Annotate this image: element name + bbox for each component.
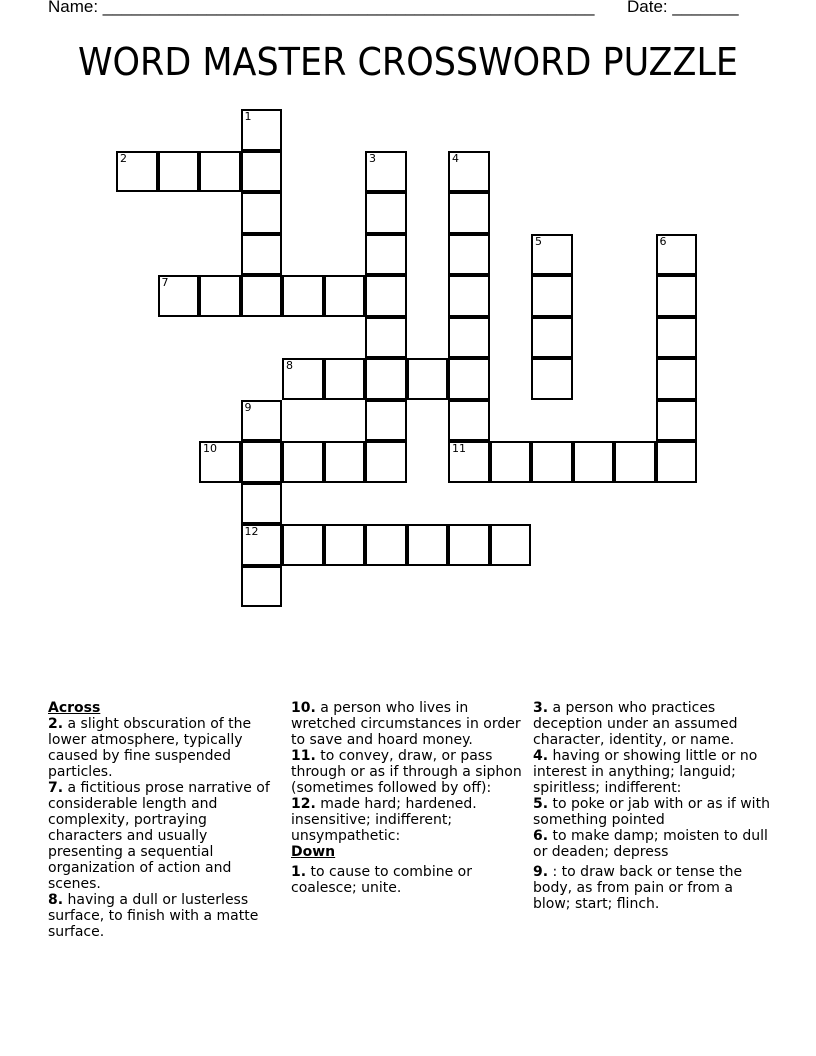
grid-cell[interactable] [531, 234, 573, 276]
grid-cell[interactable] [199, 441, 241, 483]
clue-number-label: 12 [244, 525, 259, 538]
clue-number: 2. [48, 716, 64, 732]
clue-down-4 [533, 748, 773, 796]
clue-text: a person who lives in wretched circumstances in order to save and hoard money. [291, 700, 521, 748]
clue-number-label: 1 [244, 110, 252, 123]
clue-across-8 [48, 892, 283, 940]
grid-cell[interactable] [324, 275, 366, 317]
grid-cell[interactable] [199, 151, 241, 193]
grid-cell[interactable] [365, 151, 407, 193]
clue-text: having or showing little or no interest in anything; languid; spiritless; indifferent: [533, 748, 758, 796]
clue-number: 1. [291, 864, 307, 880]
clue-text: : to draw back or tense the body, as from pain or from a blow; start; flinch. [533, 864, 743, 912]
grid-cell[interactable] [282, 441, 324, 483]
clue-across-10 [291, 700, 526, 748]
grid-cell[interactable] [365, 192, 407, 234]
clue-across-7 [48, 780, 283, 892]
clue-number-label: 6 [659, 234, 667, 248]
grid-cell[interactable] [448, 192, 490, 234]
clue-text: to convey, draw, or pass through or as if through a siphon (sometimes followed by off): [291, 748, 522, 796]
clue-number-label: 7 [161, 276, 169, 289]
grid-cell[interactable] [282, 358, 324, 400]
grid-cell[interactable] [531, 317, 573, 359]
grid-cell[interactable] [158, 275, 200, 317]
page-title: WORD MASTER CROSSWORD PUZZLE [77, 40, 739, 84]
clue-number: 10. [291, 700, 316, 716]
grid-cell[interactable] [241, 151, 283, 193]
clue-number-label: 2 [120, 151, 127, 165]
grid-cell[interactable] [365, 358, 407, 400]
grid-cell[interactable] [656, 400, 698, 442]
clues-column-2 [291, 700, 526, 896]
grid-cell[interactable] [531, 275, 573, 317]
grid-cell[interactable] [241, 275, 283, 317]
grid-cell[interactable] [448, 151, 490, 193]
grid-cell[interactable] [448, 441, 490, 483]
grid-cell[interactable] [656, 317, 698, 359]
clue-number: 11. [291, 748, 316, 764]
grid-cell[interactable] [365, 317, 407, 359]
clue-text: to cause to combine or coalesce; unite. [291, 864, 472, 896]
clue-number-label: 4 [452, 151, 459, 165]
clue-number: 5. [533, 796, 549, 812]
grid-cell[interactable] [407, 524, 449, 566]
clue-down-9 [533, 864, 773, 912]
clue-number-label: 5 [535, 234, 542, 248]
grid-cell[interactable] [241, 441, 283, 483]
grid-cell[interactable] [324, 524, 366, 566]
grid-cell[interactable] [282, 524, 324, 566]
down-heading: Down [291, 844, 336, 860]
grid-cell[interactable] [365, 524, 407, 566]
grid-cell[interactable] [573, 441, 615, 483]
clue-down-3 [533, 700, 773, 748]
clue-across-12 [291, 796, 526, 844]
clue-number-label: 9 [244, 400, 252, 414]
clue-text: a fictitious prose narrative of considerable length and complexity, portraying characters and usually presenting a sequential organization of action and scenes. [48, 780, 270, 892]
grid-cell[interactable] [656, 275, 698, 317]
grid-cell[interactable] [407, 358, 449, 400]
grid-cell[interactable] [199, 275, 241, 317]
grid-cell[interactable] [241, 192, 283, 234]
clue-number-label: 10 [203, 442, 217, 455]
clue-text: made hard; hardened. insensitive; indifferent; unsympathetic: [291, 796, 477, 844]
clue-number-label: 3 [369, 151, 376, 165]
clue-number: 7. [48, 780, 64, 796]
grid-cell[interactable] [531, 441, 573, 483]
clue-across-11 [291, 748, 526, 796]
clue-text: to make damp; moisten to dull or deaden; depress [533, 828, 768, 860]
clue-number: 8. [48, 892, 64, 908]
grid-cell[interactable] [241, 483, 283, 525]
date-field-label: Date: _______ [627, 0, 739, 16]
grid-cell[interactable] [324, 441, 366, 483]
clue-number: 3. [533, 700, 549, 716]
grid-cell[interactable] [448, 275, 490, 317]
grid-cell[interactable] [656, 441, 698, 483]
clue-number: 6. [533, 828, 549, 844]
grid-cell[interactable] [365, 400, 407, 442]
grid-cell[interactable] [490, 524, 532, 566]
grid-cell[interactable] [282, 275, 324, 317]
grid-cell[interactable] [490, 441, 532, 483]
grid-cell[interactable] [448, 358, 490, 400]
grid-cell[interactable] [656, 234, 698, 276]
clue-text: a slight obscuration of the lower atmosphere, typically caused by fine suspended particles. [48, 716, 252, 780]
across-heading: Across [48, 700, 101, 716]
grid-cell[interactable] [448, 317, 490, 359]
clues-column-1 [48, 700, 283, 940]
clue-number: 4. [533, 748, 549, 764]
grid-cell[interactable] [116, 151, 158, 193]
clue-text: having a dull or lusterless surface, to finish with a matte surface. [48, 892, 259, 940]
clue-number: 12. [291, 796, 316, 812]
grid-cell[interactable] [531, 358, 573, 400]
clue-number-label: 8 [286, 359, 293, 372]
clue-across-2 [48, 716, 283, 780]
clue-down-6 [533, 828, 773, 860]
name-field-label: Name: ____________________________________________________ [48, 0, 595, 16]
grid-cell[interactable] [324, 358, 366, 400]
clue-number-label: 11 [452, 442, 466, 455]
clue-down-5 [533, 796, 773, 828]
grid-cell[interactable] [365, 441, 407, 483]
grid-cell[interactable] [158, 151, 200, 193]
grid-cell[interactable] [656, 358, 698, 400]
grid-cell[interactable] [614, 441, 656, 483]
clue-down-1 [291, 864, 526, 896]
grid-cell[interactable] [241, 109, 283, 151]
grid-cell[interactable] [241, 524, 283, 566]
grid-cell[interactable] [448, 234, 490, 276]
clue-number: 9. [533, 864, 549, 880]
grid-cell[interactable] [448, 524, 490, 566]
grid-cell[interactable] [448, 400, 490, 442]
grid-cell[interactable] [241, 234, 283, 276]
grid-cell[interactable] [241, 400, 283, 442]
grid-cell[interactable] [365, 234, 407, 276]
grid-cell[interactable] [365, 275, 407, 317]
clue-text: to poke or jab with or as if with something pointed [533, 796, 770, 828]
clue-text: a person who practices deception under an assumed character, identity, or name. [533, 700, 738, 748]
grid-cell[interactable] [241, 566, 283, 608]
clues-column-3 [533, 700, 773, 912]
